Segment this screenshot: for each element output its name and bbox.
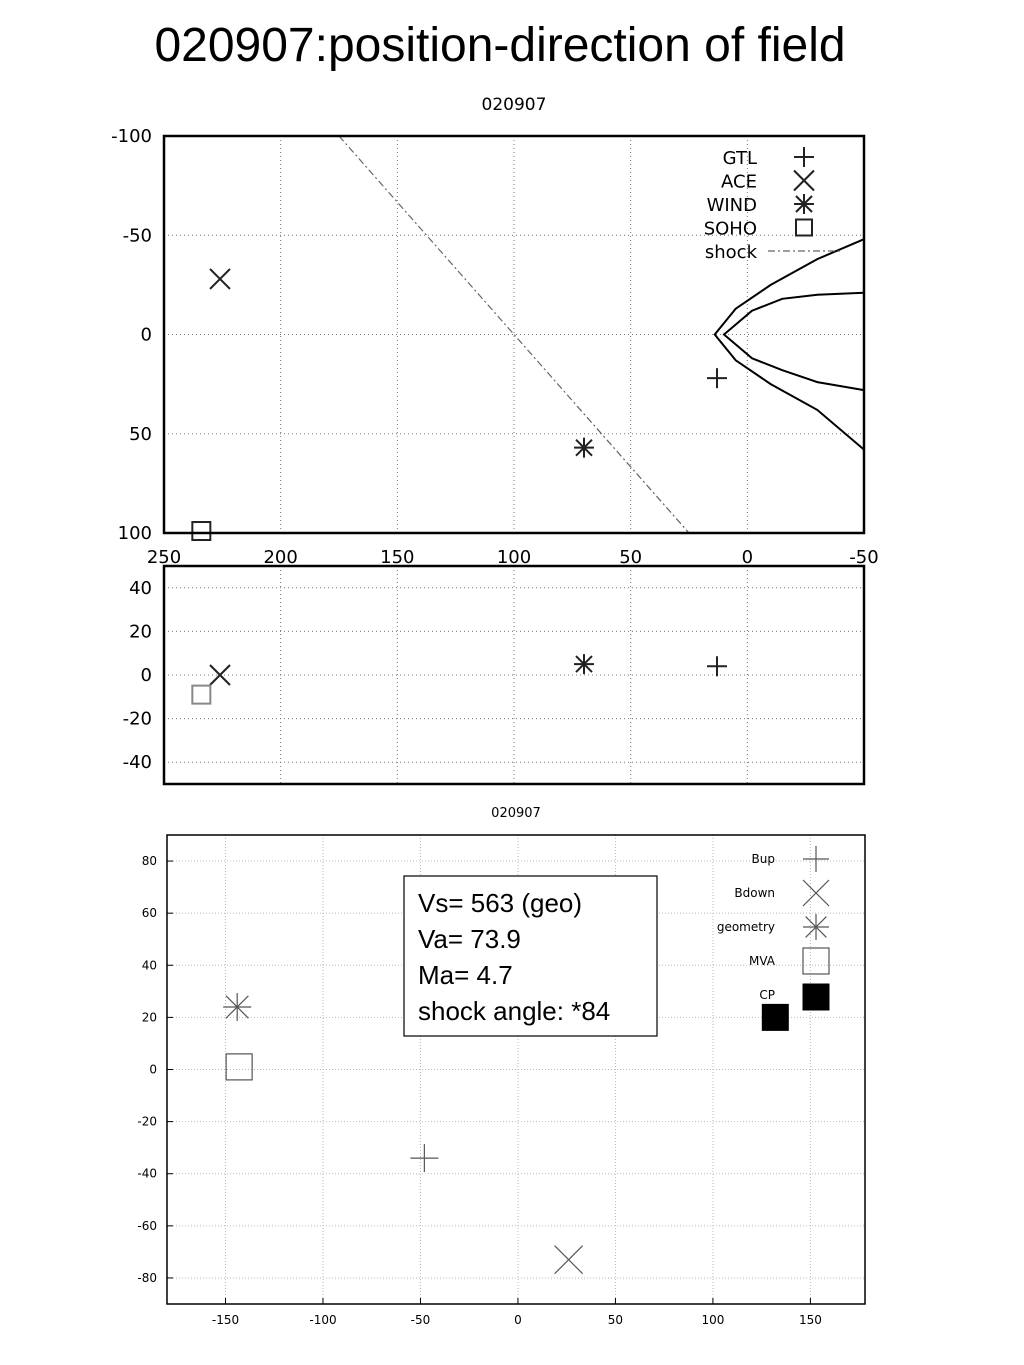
annotation-line: Vs= 563 (geo): [418, 888, 583, 918]
soho-point-box: [192, 686, 210, 704]
legend-label-wind: WIND: [706, 195, 757, 216]
y-tick-label: 0: [140, 665, 152, 686]
y-tick-label: 60: [141, 906, 157, 921]
legend-swatch-geometry: [803, 914, 829, 940]
legend-swatch-mva-box: [803, 948, 829, 974]
legend-swatch-wind: [794, 194, 814, 214]
y-tick-label: 80: [141, 854, 157, 869]
mva-point: [226, 1054, 252, 1080]
legend-swatch-soho-box: [796, 220, 812, 236]
x-tick-label: 100: [496, 547, 532, 568]
legend-swatch-gtl: [794, 147, 814, 167]
y-tick-label: -60: [137, 1218, 157, 1233]
y-tick-label: 50: [129, 423, 152, 445]
legend-swatch-cp-box: [803, 984, 829, 1010]
mva-point-box: [226, 1054, 252, 1080]
legend-swatch-bup: [803, 846, 829, 872]
legend-label-cp: CP: [759, 988, 775, 1002]
page-title: 020907:position-direction of field: [154, 19, 846, 72]
bdown-point: [555, 1246, 583, 1274]
y-tick-label: -50: [122, 225, 152, 247]
soho-point: [192, 686, 210, 704]
legend-label-mva: MVA: [748, 954, 775, 968]
y-tick-label: 100: [117, 523, 152, 544]
annotation-line: Ma= 4.7: [418, 960, 513, 990]
y-tick-label: -20: [137, 1114, 157, 1129]
legend-swatch-cp: [803, 984, 829, 1010]
x-tick-label: 250: [146, 547, 182, 568]
legend-label-soho: SOHO: [703, 218, 757, 240]
x-tick-label: -50: [410, 1313, 431, 1327]
x-tick-label: 50: [607, 1313, 624, 1327]
magnetopause-curve: [724, 293, 864, 390]
legend-swatch-soho: [796, 220, 812, 236]
legend-label-geometry: geometry: [716, 920, 775, 934]
chart-top-title: 020907: [481, 95, 547, 115]
y-tick-label: 40: [129, 577, 152, 599]
geometry-point: [223, 993, 251, 1021]
y-tick-label: 40: [141, 958, 157, 973]
legend-swatch-bdown: [803, 880, 829, 906]
soho-point-box: [192, 522, 210, 540]
bup-point: [410, 1144, 438, 1172]
wind-point: [574, 654, 594, 674]
x-tick-label: 200: [263, 547, 298, 568]
cp-point-box: [762, 1004, 788, 1030]
legend-swatch-mva: [803, 948, 829, 974]
legend-label-bup: Bup: [751, 852, 775, 866]
legend-label-ace: ACE: [721, 171, 757, 193]
y-tick-label: 20: [141, 1010, 157, 1025]
x-tick-label: -150: [211, 1313, 240, 1327]
y-tick-label: 0: [140, 324, 152, 346]
gtl-point: [707, 656, 727, 676]
cp-point: [762, 1004, 788, 1030]
y-tick-label: 20: [129, 621, 152, 643]
chart-bottom-title: 020907: [491, 806, 541, 821]
chart-bottom-direction: [137, 806, 865, 1327]
x-tick-label: 50: [619, 547, 643, 568]
x-tick-label: 0: [741, 547, 754, 568]
x-tick-label: 150: [380, 547, 415, 568]
y-tick-label: 0: [149, 1062, 157, 1077]
gtl-point: [707, 368, 727, 388]
y-tick-label: -80: [137, 1270, 157, 1285]
x-tick-label: 100: [701, 1313, 725, 1327]
x-tick-label: -50: [849, 547, 879, 568]
y-tick-label: -100: [111, 126, 152, 147]
legend-label-bdown: Bdown: [734, 886, 775, 900]
annotation-line: Va= 73.9: [418, 924, 521, 954]
y-tick-label: -40: [137, 1166, 157, 1181]
y-tick-label: -40: [122, 752, 152, 774]
x-tick-label: -100: [309, 1313, 337, 1327]
wind-point: [574, 438, 594, 458]
annotation-line: shock angle: *84: [418, 996, 611, 1026]
legend-label-gtl: GTL: [722, 148, 757, 169]
ace-point: [210, 269, 230, 289]
x-tick-label: 0: [514, 1313, 522, 1327]
x-tick-label: 150: [798, 1313, 822, 1327]
y-tick-label: -20: [122, 708, 152, 730]
soho-point: [192, 522, 210, 540]
legend-label-shock: shock: [704, 242, 757, 263]
chart-top-position: [111, 95, 879, 568]
chart-mid-position: [123, 566, 864, 784]
legend-swatch-ace: [794, 171, 814, 191]
